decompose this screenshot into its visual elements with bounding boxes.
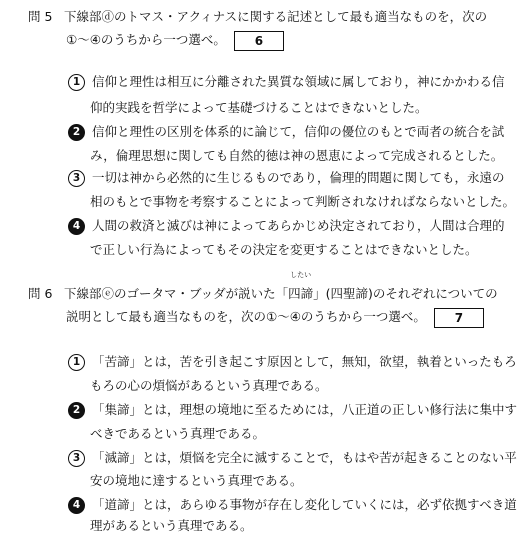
q6-option-4-cont: 理があるという真理である。	[90, 518, 253, 533]
option-text: 信仰と理性は相互に分離された異質な領域に属しており，神にかかわる信	[92, 74, 505, 89]
circled-number-icon: 2	[68, 402, 85, 419]
q6-option-2[interactable]	[68, 396, 517, 423]
q6-option-1-cont: もろの心の煩悩があるという真理である。	[90, 378, 328, 393]
q5-option-1-cont: 仰的実践を哲学によって基礎づけることはできないとした。	[90, 100, 428, 115]
option-text: 信仰と理性の区別を体系的に論じて，信仰の優位のもとで両者の統合を試	[92, 124, 505, 139]
question-5-number: 問 5	[28, 9, 53, 24]
q5-option-3[interactable]	[68, 164, 505, 191]
circled-number-icon: 3	[68, 450, 85, 467]
circled-number-icon: 2	[68, 124, 85, 141]
option-text: 人間の救済と滅びは神によってあらかじめ決定されており，人間は合理的	[92, 218, 505, 233]
circled-number-icon: 4	[68, 497, 85, 514]
q6-option-2-cont: べきであるという真理である。	[90, 426, 266, 441]
q5-option-2[interactable]	[68, 118, 504, 145]
q5-option-1[interactable]	[68, 68, 505, 95]
ruby-base: 四諦	[288, 286, 314, 301]
circled-number-icon: 1	[68, 74, 85, 91]
answer-box-6[interactable]: 6	[234, 31, 284, 51]
q6-option-3-cont: 安の境地に達するという真理である。	[90, 473, 303, 488]
q6-option-1[interactable]	[68, 348, 517, 375]
question-6-line2: 説明として最も適当なものを，次の①〜④のうちから一つ選べ。	[66, 309, 426, 324]
option-text: 「道諦」とは，あらゆる事物が存在し変化していくには，必ず依拠すべき道	[92, 497, 517, 512]
question-6-line1a: 下線部ⓔのゴータマ・ブッダが説いた「	[64, 286, 289, 301]
q5-option-4-cont: で正しい行為によってもその決定を変更することはできないとした。	[90, 242, 478, 257]
circled-number-icon: 3	[68, 170, 85, 187]
circled-number-icon: 1	[68, 354, 85, 371]
question-5-line2: ①〜④のうちから一つ選べ。	[66, 32, 226, 47]
question-5-line1: 下線部ⓓのトマス・アクィナスに関する記述として最も適当なものを，次の	[64, 9, 488, 24]
question-6-line1b: 」(四聖諦)のそれぞれについての	[313, 286, 498, 301]
option-text: 「滅諦」とは，煩悩を完全に滅することで，もはや苦が起きることのない平	[92, 450, 517, 465]
q5-option-4[interactable]	[68, 212, 505, 239]
question-6-number: 問 6	[28, 286, 53, 301]
option-text: 一切は神から必然的に生じるものであり，倫理的問題に関しても，永遠の	[92, 170, 505, 185]
ruby-reading: したい	[290, 271, 312, 279]
q5-option-2-cont: み，倫理思想に関しても自然的徳は神の恩恵によって完成されるとした。	[90, 148, 504, 163]
question-6-line2-row	[66, 303, 484, 330]
option-text: 「集諦」とは，理想の境地に至るためには，八正道の正しい修行法に集中す	[92, 402, 518, 417]
answer-box-7[interactable]: 7	[434, 308, 484, 328]
question-5-line2-row	[66, 26, 284, 53]
option-text: 「苦諦」とは，苦を引き起こす原因として，無知，欲望，執着といったもろ	[92, 354, 517, 369]
circled-number-icon: 4	[68, 218, 85, 235]
q5-option-3-cont: 相のもとで事物を考察することによって判断されなければならないとした。	[90, 194, 516, 209]
